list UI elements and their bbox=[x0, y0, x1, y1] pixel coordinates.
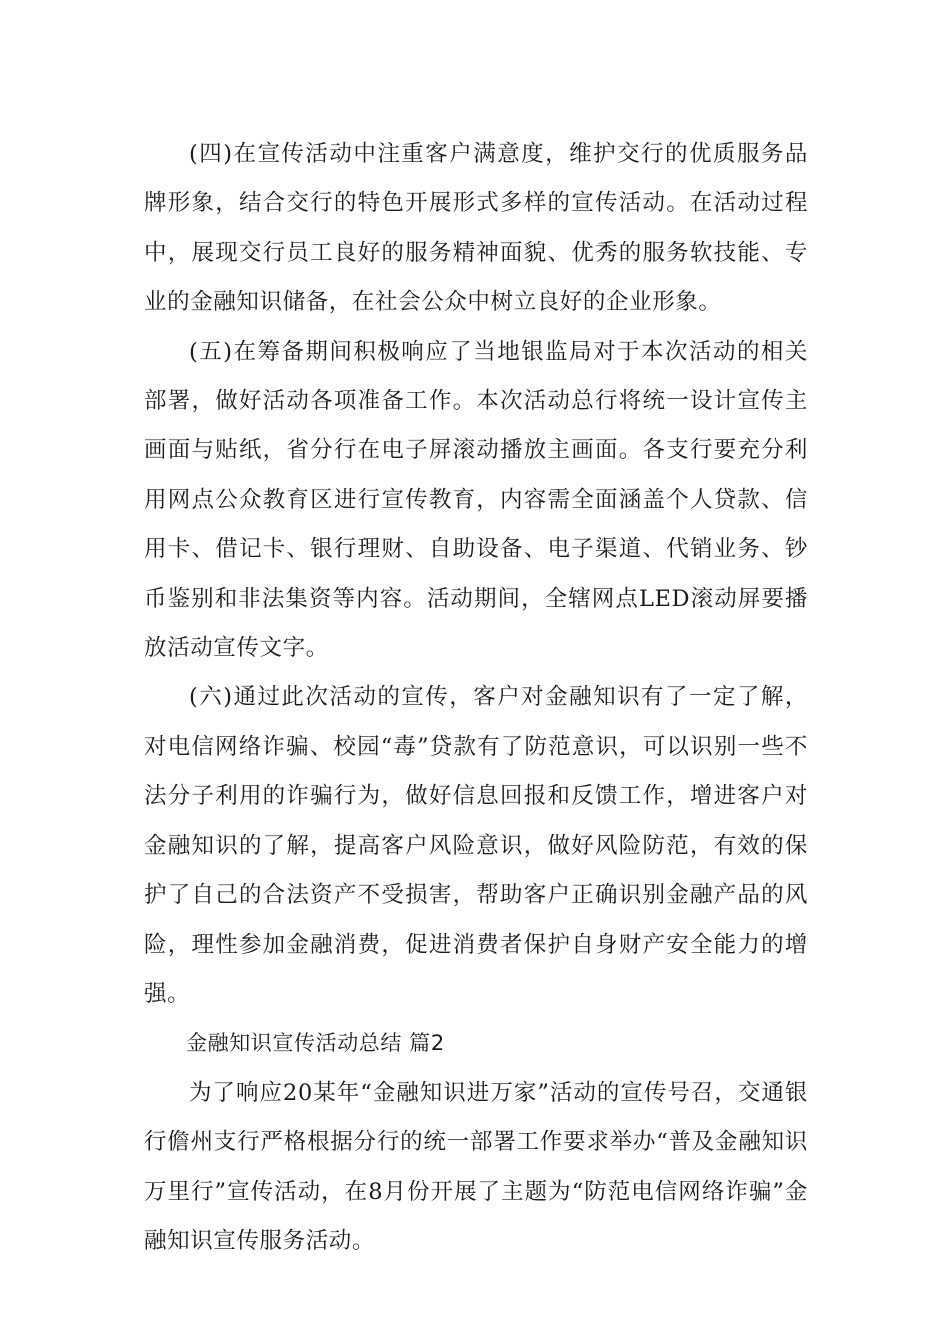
closing-paragraph: 为了响应20某年“金融知识进万家”活动的宣传号召，交通银行儋州支行严格根据分行的统一部署工作要求举办“普及金融知识万里行”宣传活动，在8月份开展了主题为“防范电信网络诈骗”金融知识宣传服务活动。 bbox=[144, 1079, 808, 1254]
paragraph-4: (四)在宣传活动中注重客户满意度，维护交行的优质服务品牌形象，结合交行的特色开展形式多样的宣传活动。在活动过程中，展现交行员工良好的服务精神面貌、优秀的服务软技能、专业的金融知识储备，在社会公众中树立良好的企业形象。 bbox=[144, 141, 808, 316]
paragraph-5: (五)在筹备期间积极响应了当地银监局对于本次活动的相关部署，做好活动各项准备工作。本次活动总行将统一设计宣传主画面与贴纸，省分行在电子屏滚动播放主画面。各支行要充分利用网点公众教育区进行宣传教育，内容需全面涵盖个人贷款、信用卡、借记卡、银行理财、自助设备、电子渠道、代销业务、钞币鉴别和非法集资等内容。活动期间，全辖网点LED滚动屏要播放活动宣传文字。 bbox=[144, 338, 808, 662]
section-heading: 金融知识宣传活动总结 篇2 bbox=[186, 1031, 445, 1056]
paragraph-6: (六)通过此次活动的宣传，客户对金融知识有了一定了解，对电信网络诈骗、校园“毒”贷款有了防范意识，可以识别一些不法分子利用的诈骗行为，做好信息回报和反馈工作，增进客户对金融知识的了解，提高客户风险意识，做好风险防范，有效的保护了自己的合法资产不受损害，帮助客户正确识别金融产品的风险，理性参加金融消费，促进消费者保护自身财产安全能力的增强。 bbox=[144, 684, 808, 1007]
document-body bbox=[144, 130, 808, 1266]
